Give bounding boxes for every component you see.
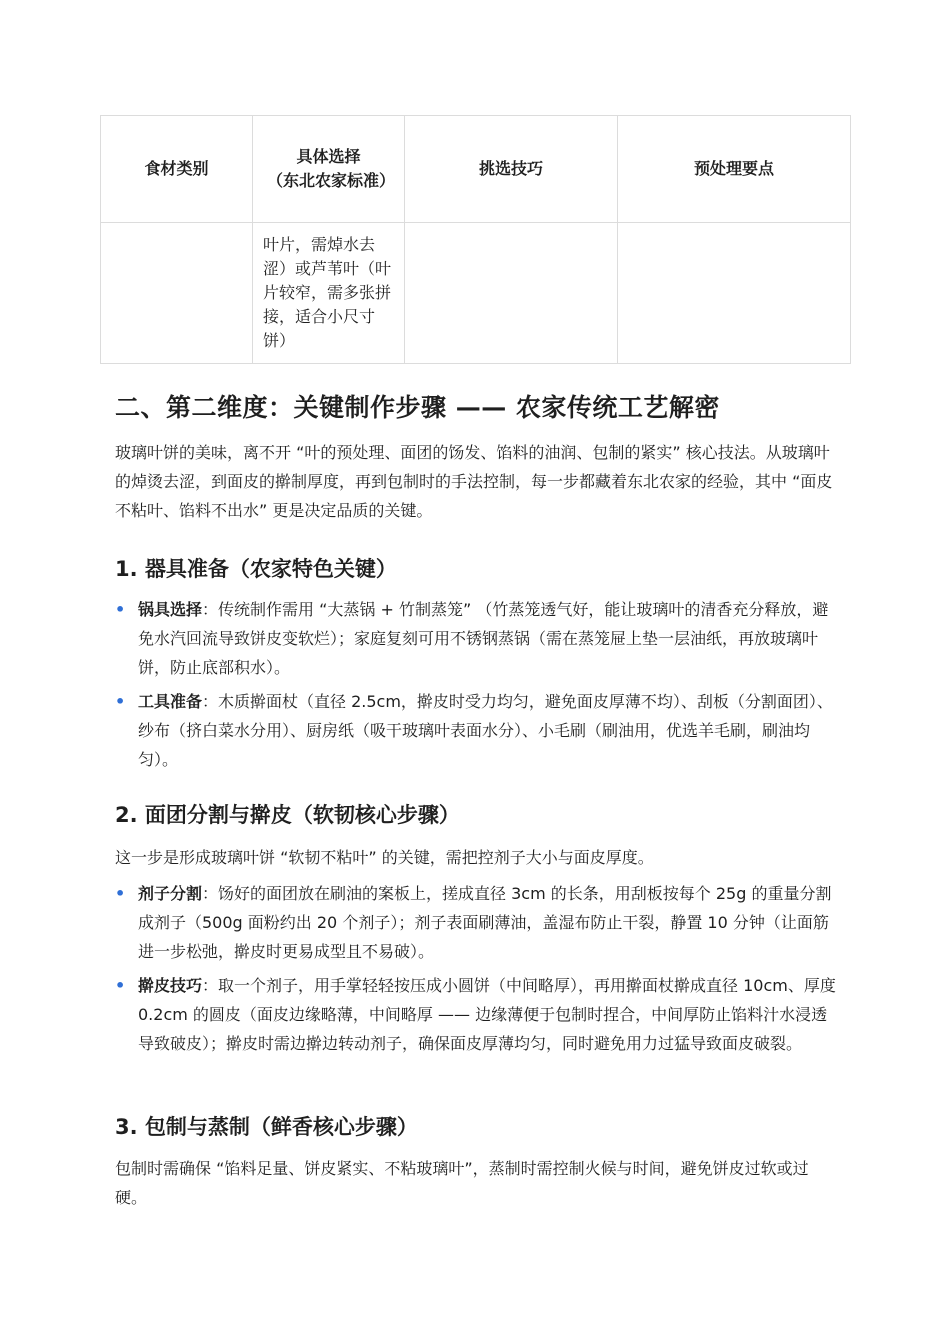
bullet-icon: • <box>115 976 126 995</box>
table-header-cell: 食材类别 <box>101 116 253 223</box>
item-text: ：传统制作需用 “大蒸锅 + 竹制蒸笼” （竹蒸笼透气好，能让玻璃叶的清香充分释放，避免水汽回流导致饼皮变软烂）；家庭复刻可用不锈钢蒸锅（需在蒸笼屉上垫一层油纸，再放玻璃叶饼，防止底部积水）。 <box>138 600 829 677</box>
item-label: 锅具选择 <box>138 600 203 619</box>
section-heading: 二、第二维度：关键制作步骤 —— 农家传统工艺解密 <box>115 393 720 422</box>
list-item <box>115 595 840 682</box>
table-cell <box>101 223 253 364</box>
bullet-icon: • <box>115 600 126 619</box>
table-cell <box>618 223 851 364</box>
step3-heading: 3. 包制与蒸制（鲜香核心步骤） <box>115 1115 418 1139</box>
table-header-cell: 预处理要点 <box>618 116 851 223</box>
item-label: 擀皮技巧 <box>138 976 203 995</box>
step1-list <box>115 595 840 779</box>
step3-intro: 包制时需确保 “馅料足量、饼皮紧实、不粘玻璃叶”，蒸制时需控制火候与时间，避免饼皮过软或过硬。 <box>115 1159 809 1207</box>
table-header-cell: 具体选择 （东北农家标准） <box>253 116 405 223</box>
step2-list <box>115 879 840 1063</box>
list-item <box>115 687 840 774</box>
list-item <box>115 879 840 966</box>
item-text: ：木质擀面杖（直径 2.5cm，擀皮时受力均匀，避免面皮厚薄不均）、刮板（分割面团）、纱布（挤白菜水分用）、厨房纸（吸干玻璃叶表面水分）、小毛刷（刷油用，优选羊毛刷，刷油均匀）。 <box>138 692 833 769</box>
item-label: 剂子分割 <box>138 884 203 903</box>
step2-heading: 2. 面团分割与擀皮（软韧核心步骤） <box>115 803 460 827</box>
table-header-cell: 挑选技巧 <box>405 116 618 223</box>
bullet-icon: • <box>115 692 126 711</box>
section-intro: 玻璃叶饼的美味，离不开 “叶的预处理、面团的饧发、馅料的油润、包制的紧实” 核心技法。从玻璃叶的焯烫去涩，到面皮的擀制厚度，再到包制时的手法控制，每一步都藏着东北农家的经验，其中 “面皮不粘叶、馅料不出水” 更是决定品质的关键。 <box>115 443 833 520</box>
item-text: ：取一个剂子，用手掌轻轻按压成小圆饼（中间略厚），再用擀面杖擀成直径 10cm、厚度 0.2cm 的圆皮（面皮边缘略薄，中间略厚 —— 边缘薄便于包制时捏合，中间厚防止馅料汁水浸透导致破皮）；擀皮时需边擀边转动剂子，确保面皮厚薄均匀，同时避免用力过猛导致面皮破裂。 <box>138 976 836 1053</box>
table-cell <box>405 223 618 364</box>
table-header-row <box>101 116 851 223</box>
table-cell: 叶片，需焯水去涩）或芦苇叶（叶片较窄，需多张拼接，适合小尺寸饼） <box>253 223 405 364</box>
step2-intro: 这一步是形成玻璃叶饼 “软韧不粘叶” 的关键，需把控剂子大小与面皮厚度。 <box>115 848 654 867</box>
bullet-icon: • <box>115 884 126 903</box>
item-text: ：饧好的面团放在刷油的案板上，搓成直径 3cm 的长条，用刮板按每个 25g 的重量分割成剂子（500g 面粉约出 20 个剂子）；剂子表面刷薄油，盖湿布防止干裂，静置 10 分钟（让面筋进一步松弛，擀皮时更易成型且不易破）。 <box>138 884 832 961</box>
list-item <box>115 971 840 1058</box>
item-label: 工具准备 <box>138 692 203 711</box>
step1-heading: 1. 器具准备（农家特色关键） <box>115 557 397 581</box>
ingredient-table <box>100 115 851 364</box>
table-row <box>101 223 851 364</box>
